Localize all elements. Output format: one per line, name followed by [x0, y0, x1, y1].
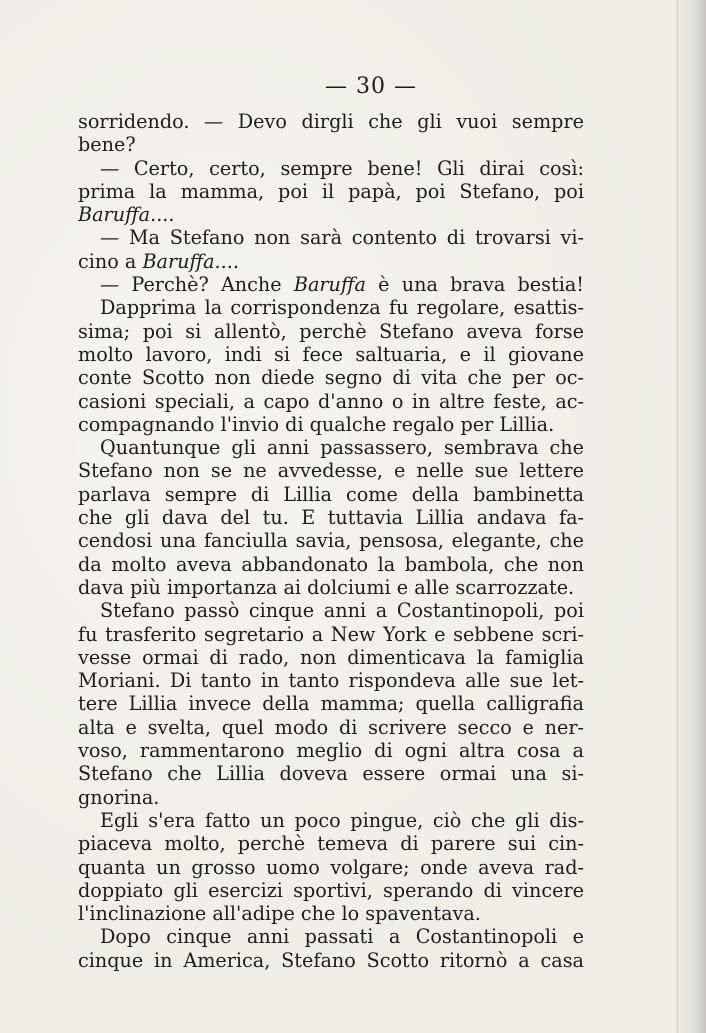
text-line: vesse ormai di rado, non dimenticava la famiglia	[78, 645, 584, 669]
page-fold-line	[677, 0, 678, 1033]
text-line: sima; poi si allentò, perchè Stefano aveva forse	[78, 319, 584, 343]
text-line: che gli dava del tu. E tuttavia Lillia andava fa-	[78, 506, 584, 530]
text-line: alta e svelta, quel modo di scrivere secco e ner-	[78, 715, 584, 739]
text-line: Quantunque gli anni passassero, sembrava che	[100, 436, 584, 460]
text-line: bene?	[78, 133, 136, 157]
text-line: da molto aveva abbandonato la bambola, che non	[78, 552, 584, 576]
text-line: tere Lillia invece della mamma; quella calligrafia	[78, 692, 584, 716]
text-line: parlava sempre di Lillia come della bambinetta	[78, 482, 584, 506]
text-line: cendosi una fanciulla savia, pensosa, elegante, che	[78, 529, 584, 553]
text-line: quanta un grosso uomo volgare; onde aveva rad-	[78, 855, 584, 879]
text-line: prima la mamma, poi il papà, poi Stefano, poi	[78, 179, 584, 203]
page-number: — 30 —	[325, 74, 417, 99]
text-line: dava più importanza ai dolciumi e alle scarrozzate.	[78, 575, 575, 599]
text-line: sorridendo. — Devo dirgli che gli vuoi sempre	[78, 110, 584, 133]
text-line: compagnando l'invio di qualche regalo per Lillia.	[78, 412, 555, 436]
italic-name: Baruffa	[293, 273, 366, 297]
text-line: Stefano passò cinque anni a Costantinopoli, poi	[100, 599, 584, 623]
text-line: cinque in America, Stefano Scotto ritornò a casa	[78, 948, 584, 972]
text-line: Stefano non se ne avvedesse, e nelle sue lettere	[78, 459, 584, 483]
text-line: piaceva molto, perchè temeva di parere sui cin-	[78, 832, 584, 856]
text-line: l'inclinazione all'adipe che lo spaventava.	[78, 902, 481, 926]
text-line: cino a Baruffa....	[78, 249, 239, 273]
text-line: doppiato gli esercizi sportivi, sperando di vincere	[78, 878, 584, 902]
text-line: conte Scotto non diede segno di vita che per oc-	[78, 366, 584, 390]
text-line	[78, 203, 584, 226]
text-line: — Perchè? Anche Baruffa è una brava bestia!	[100, 273, 584, 297]
text-line: — Certo, certo, sempre bene! Gli dirai così:	[100, 156, 584, 180]
body-text	[78, 110, 584, 972]
text-line: voso, rammentarono meglio di ogni altra cosa a	[78, 739, 584, 763]
text-line: Dapprima la corrispondenza fu regolare, esattis-	[100, 296, 584, 320]
text-line: fu trasferito segretario a New York e sebbene scri-	[78, 622, 584, 646]
text-line: Dopo cinque anni passati a Costantinopoli e	[100, 925, 584, 949]
text-line: Moriani. Di tanto in tanto rispondeva alle sue let-	[78, 669, 584, 693]
text-line: Egli s'era fatto un poco pingue, ciò che gli dis-	[100, 808, 584, 832]
italic-name: Baruffa....	[142, 249, 239, 273]
text-line: gnorina.	[78, 785, 160, 809]
text-line: Stefano che Lillia doveva essere ormai una si-	[78, 762, 584, 786]
text-line: casioni speciali, a capo d'anno o in altre feste, ac-	[78, 389, 584, 413]
italic-name: Baruffa....	[78, 203, 175, 227]
text-line: — Ma Stefano non sarà contento di trovarsi vi-	[100, 226, 584, 250]
text-line: molto lavoro, indi si fece saltuaria, e il giovane	[78, 342, 584, 366]
